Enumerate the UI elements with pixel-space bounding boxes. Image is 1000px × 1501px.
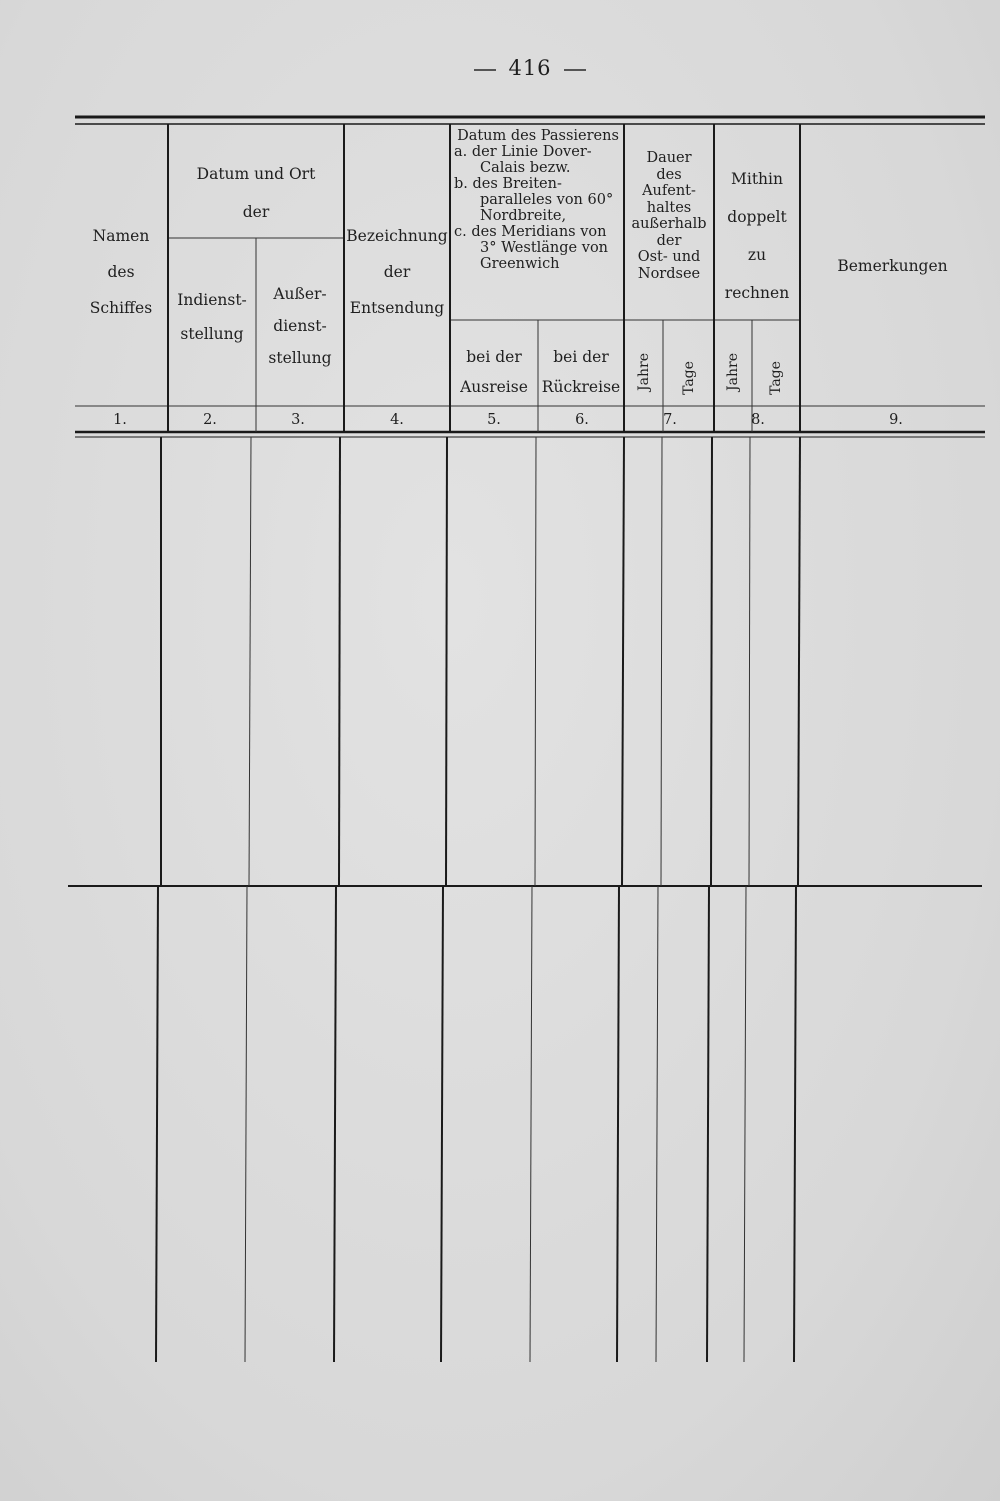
header-outbound: bei der Ausreise (460, 348, 528, 396)
column-number-2: 2. (203, 412, 217, 428)
column-number-6: 6. (575, 412, 589, 428)
column-number-4: 4. (390, 412, 404, 428)
header-return: bei der Rückreise (541, 348, 621, 396)
header-ship-name: Namen des Schiffes (89, 227, 153, 317)
header-duration: Dauer des Aufent- haltes außerhalb der Ost- und Nordsee (631, 150, 707, 282)
header-duration-years: Jahre (636, 353, 652, 391)
header-duration-days: Tage (681, 361, 697, 395)
page-number-value: 416 (508, 56, 552, 80)
column-number-1: 1. (113, 412, 127, 428)
header-designation: Bezeichnung der Entsendung (346, 227, 448, 317)
header-commissioning: Indienst- stellung (177, 291, 247, 343)
header-doubled: Mithin doppelt zu rechnen (724, 170, 790, 302)
header-decommissioning: Außer- dienst- stellung (268, 285, 332, 367)
column-number-5: 5. (487, 412, 501, 428)
header-doubled-days: Tage (768, 361, 784, 395)
header-remarks: Bemerkungen (837, 257, 948, 275)
column-number-9: 9. (889, 412, 903, 428)
column-number-7: 7. (663, 412, 677, 428)
header-doubled-years: Jahre (725, 353, 741, 391)
header-date-place: Datum und Ort der (196, 165, 316, 221)
column-number-3: 3. (291, 412, 305, 428)
header-passing-date: Datum des Passierens a. der Linie Dover- Calais bezw. b. des Breiten- paralleles von 60° Nordbreite, c. des Meridians von 3° Westlänge von Greenwich (454, 128, 619, 272)
column-number-8: 8. (751, 412, 765, 428)
